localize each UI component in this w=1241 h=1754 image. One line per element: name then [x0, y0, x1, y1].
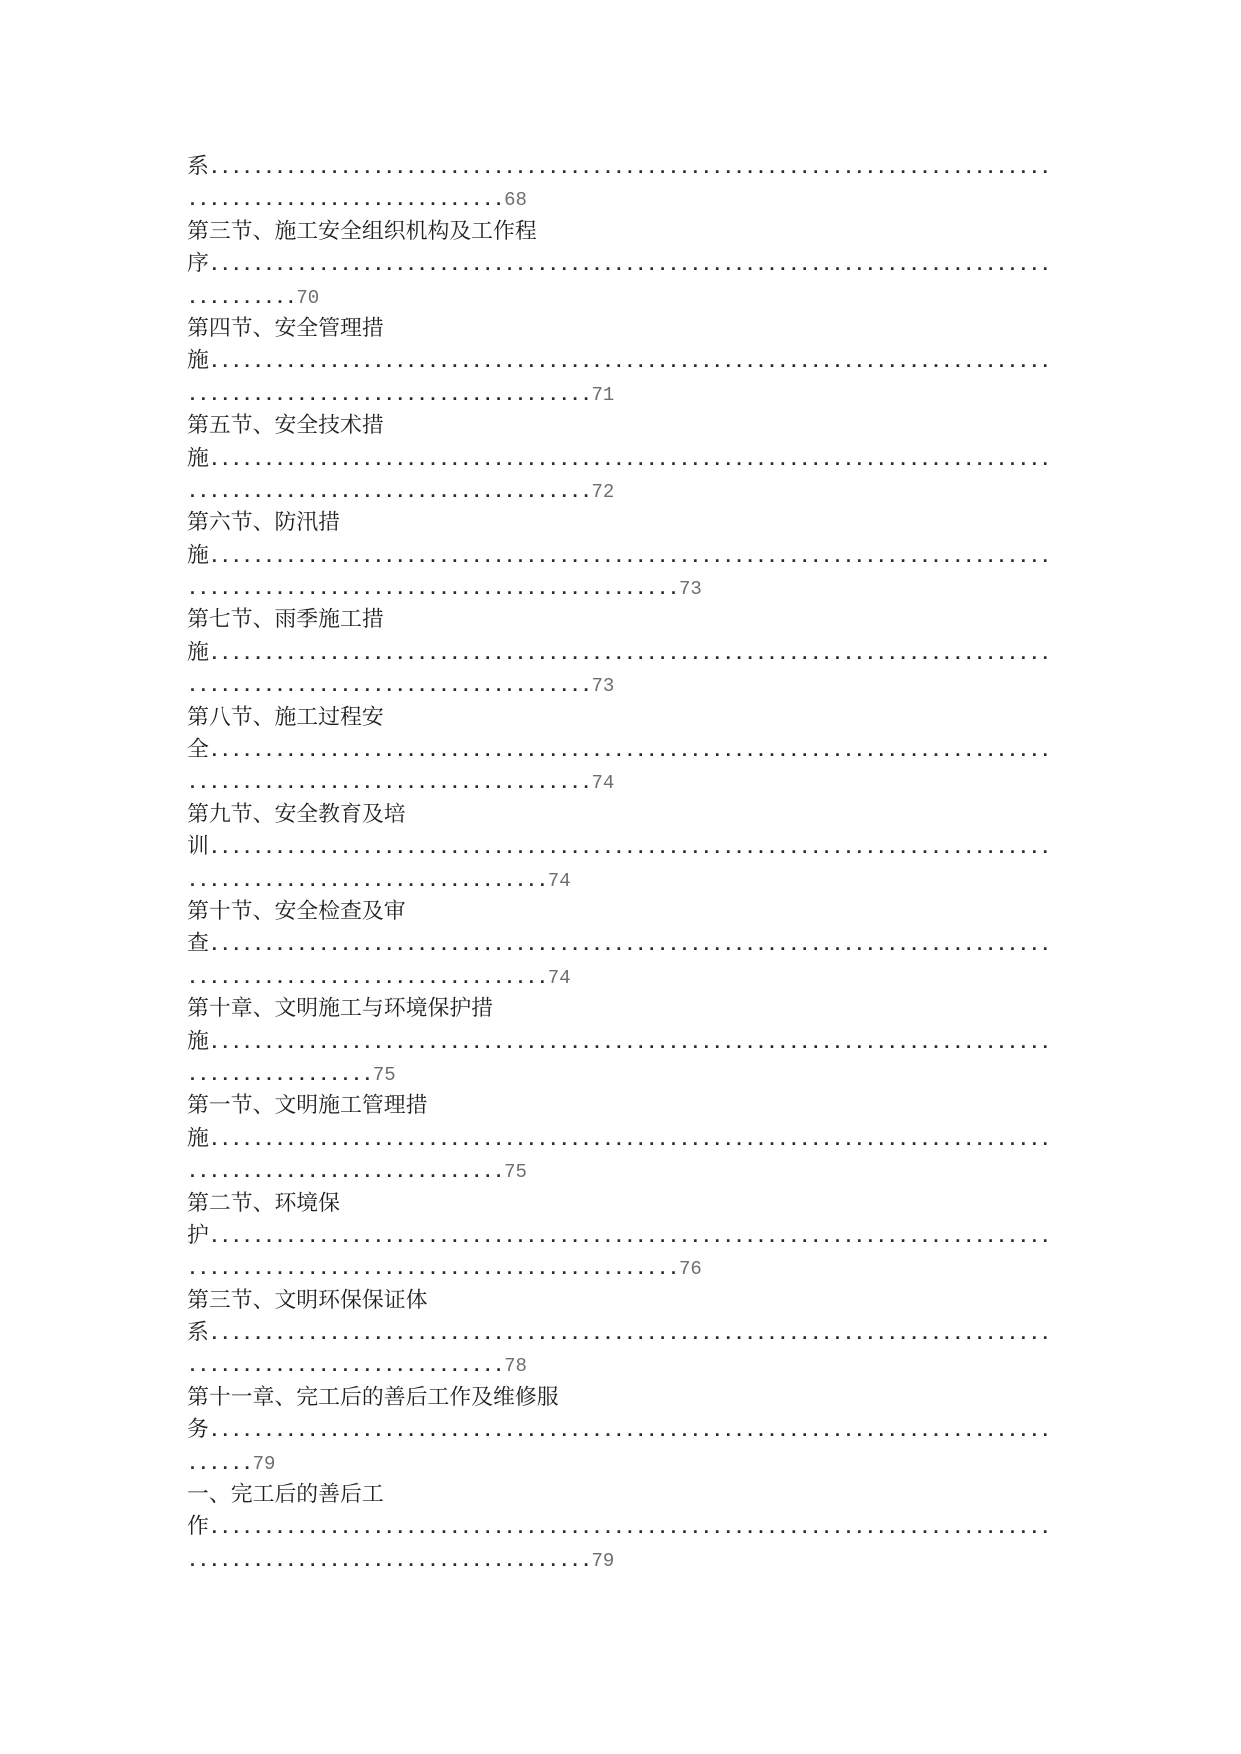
toc-entry — [187, 1285, 1057, 1382]
toc-leader-line — [187, 734, 1057, 766]
toc-leader-dots: ............................................................................. — [208, 1422, 1051, 1443]
toc-entry-heading: 第五节、安全技术措 — [187, 413, 384, 439]
toc-page-number: 74 — [547, 966, 571, 989]
toc-page-line — [187, 183, 1057, 215]
toc-entry-heading: 第四节、安全管理措 — [187, 315, 384, 341]
toc-page-dots: ...... — [187, 1454, 253, 1475]
toc-page-line — [187, 1544, 1057, 1576]
toc-leader-line — [187, 1511, 1057, 1543]
toc-entry-heading: 第二节、环境保 — [187, 1190, 341, 1216]
toc-entry — [187, 1188, 1057, 1285]
toc-page-dots: ..................................... — [187, 385, 592, 406]
toc-leader-dots: ............................................................................. — [208, 644, 1051, 665]
toc-page-dots: ................................. — [187, 968, 548, 989]
toc-leader-dots: ............................................................................. — [208, 1227, 1051, 1248]
toc-leader-dots: ............................................................................. — [208, 1033, 1051, 1054]
toc-page-line — [187, 766, 1057, 798]
toc-page-number: 73 — [591, 675, 615, 698]
toc-leader-line — [187, 345, 1057, 377]
toc-entry-heading: 第十一章、完工后的善后工作及维修服 — [187, 1384, 559, 1410]
toc-entry — [187, 507, 1057, 604]
toc-entry-heading: 第一节、文明施工管理措 — [187, 1093, 428, 1119]
toc-page-line — [187, 1252, 1057, 1284]
toc-entry — [187, 993, 1057, 1090]
toc-page-dots: ............................................. — [187, 1260, 679, 1281]
toc-page-number: 74 — [547, 869, 571, 892]
toc-page-dots: ..................................... — [187, 482, 592, 503]
toc-wrap-char: 系 — [187, 154, 209, 179]
toc-page-line — [187, 572, 1057, 604]
toc-page-dots: ............................. — [187, 191, 505, 212]
toc-wrap-char: 施 — [187, 1028, 209, 1054]
toc-entry — [187, 313, 1057, 410]
toc-page-dots: ..................................... — [187, 774, 592, 795]
toc-leader-line — [187, 831, 1057, 863]
toc-entry-heading: 第七节、雨季施工措 — [187, 607, 384, 633]
toc-page-number: 75 — [372, 1063, 396, 1086]
toc-page-number: 74 — [591, 772, 615, 795]
toc-wrap-char: 施 — [187, 542, 209, 568]
toc-leader-line — [187, 151, 1057, 183]
toc-page-line — [187, 669, 1057, 701]
toc-page-number: 78 — [504, 1355, 527, 1378]
toc-page-number: 72 — [591, 480, 615, 503]
toc-page-line — [187, 961, 1057, 993]
toc-leader-line — [187, 248, 1057, 280]
toc-page-number: 76 — [679, 1258, 702, 1281]
toc-entry — [187, 216, 1057, 313]
toc-leader-dots: ............................................................................. — [208, 1130, 1051, 1151]
toc-entry-heading: 第六节、防汛措 — [187, 510, 341, 536]
toc-entry-heading: 一、完工后的善后工 — [187, 1482, 384, 1508]
toc-leader-line — [187, 1026, 1057, 1058]
toc-wrap-char: 护 — [187, 1222, 209, 1248]
toc-entry — [187, 1479, 1057, 1576]
toc-page-dots: ................................. — [187, 871, 548, 892]
toc-leader-dots: ............................................................................. — [208, 742, 1051, 763]
toc-leader-line — [187, 1317, 1057, 1349]
toc-leader-dots: ............................................................................. — [208, 256, 1051, 277]
toc-page-number: 71 — [591, 383, 615, 406]
toc-page-dots: ................. — [187, 1065, 373, 1086]
toc-page-number: 79 — [591, 1549, 615, 1572]
toc-wrap-char: 查 — [187, 931, 209, 957]
toc-leader-dots: ............................................................................. — [208, 936, 1051, 957]
toc-entry — [187, 799, 1057, 896]
table-of-contents — [187, 151, 1057, 1576]
toc-page-line — [187, 1155, 1057, 1187]
toc-page-dots: ............................................. — [187, 580, 679, 601]
toc-leader-line — [187, 928, 1057, 960]
toc-wrap-char: 施 — [187, 445, 209, 471]
toc-leader-line — [187, 637, 1057, 669]
toc-wrap-char: 训 — [187, 834, 209, 860]
toc-entry — [187, 702, 1057, 799]
toc-leader-line — [187, 1414, 1057, 1446]
toc-entry — [187, 604, 1057, 701]
toc-wrap-char: 务 — [187, 1417, 209, 1443]
toc-leader-dots: ............................................................................. — [208, 839, 1051, 860]
toc-entry — [187, 151, 1057, 216]
toc-entry-heading: 第十节、安全检查及审 — [187, 898, 406, 924]
toc-entry-heading: 第三节、施工安全组织机构及工作程 — [187, 218, 537, 244]
toc-page-dots: ..................................... — [187, 1551, 592, 1572]
toc-entry-heading: 第九节、安全教育及培 — [187, 801, 406, 827]
toc-entry-heading: 第十章、文明施工与环境保护措 — [187, 996, 494, 1022]
toc-page-line — [187, 864, 1057, 896]
toc-page-dots: ............................. — [187, 1357, 505, 1378]
toc-wrap-char: 施 — [187, 639, 209, 665]
toc-leader-line — [187, 1123, 1057, 1155]
toc-wrap-char: 系 — [187, 1320, 209, 1346]
toc-leader-dots: ............................................................................. — [208, 547, 1051, 568]
toc-leader-dots: ............................................................................. — [208, 1519, 1051, 1540]
toc-page-line — [187, 1058, 1057, 1090]
toc-entry — [187, 410, 1057, 507]
toc-leader-line — [187, 1220, 1057, 1252]
toc-page-dots: ..................................... — [187, 677, 592, 698]
toc-page-dots: .......... — [187, 288, 297, 309]
toc-wrap-char: 施 — [187, 1125, 209, 1151]
toc-page-line — [187, 475, 1057, 507]
toc-leader-dots: ............................................................................. — [208, 353, 1051, 374]
toc-leader-line — [187, 540, 1057, 572]
toc-page-number: 79 — [252, 1452, 276, 1475]
toc-page-number: 70 — [296, 286, 320, 309]
toc-leader-dots: ............................................................................. — [208, 1325, 1051, 1346]
toc-page-line — [187, 1349, 1057, 1381]
toc-entry — [187, 896, 1057, 993]
toc-entry — [187, 1382, 1057, 1479]
toc-leader-line — [187, 443, 1057, 475]
toc-leader-dots: ............................................................................. — [208, 450, 1051, 471]
toc-wrap-char: 全 — [187, 737, 209, 763]
toc-page-dots: ............................. — [187, 1163, 505, 1184]
toc-entry — [187, 1090, 1057, 1187]
toc-entry-heading: 第八节、施工过程安 — [187, 704, 384, 730]
toc-page-number: 68 — [504, 189, 527, 212]
toc-page-number: 75 — [504, 1161, 527, 1184]
toc-wrap-char: 序 — [187, 251, 209, 277]
toc-wrap-char: 作 — [187, 1514, 209, 1540]
toc-leader-dots: ............................................................................. — [208, 159, 1051, 179]
toc-entry-heading: 第三节、文明环保保证体 — [187, 1287, 428, 1313]
toc-page-number: 73 — [679, 578, 702, 601]
toc-wrap-char: 施 — [187, 348, 209, 374]
toc-page-line — [187, 1447, 1057, 1479]
toc-page-line — [187, 378, 1057, 410]
toc-page-line — [187, 281, 1057, 313]
